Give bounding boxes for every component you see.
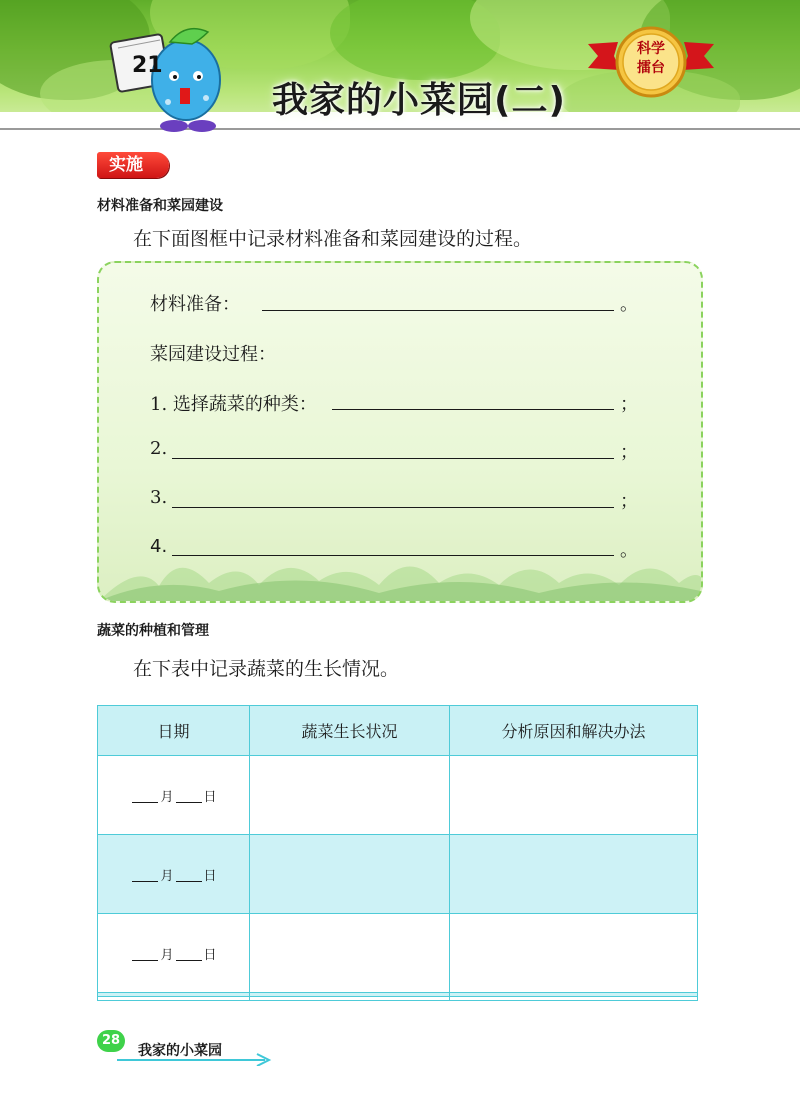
subheading-growth: 蔬菜的种植和管理 xyxy=(97,623,209,639)
day-char: 日 xyxy=(203,947,217,963)
materials-end: 。 xyxy=(620,294,638,315)
step1-end: ； xyxy=(620,394,638,415)
table-row xyxy=(98,835,698,914)
analysis-cell[interactable] xyxy=(450,914,698,993)
step4-blank[interactable] xyxy=(172,555,614,556)
date-cell[interactable] xyxy=(98,756,250,835)
growth-cell[interactable] xyxy=(250,835,450,914)
intro-materials: 在下面图框中记录材料准备和菜园建设的过程。 xyxy=(133,228,533,250)
growth-table xyxy=(97,705,698,1001)
header-date: 日期 xyxy=(98,706,250,756)
month-blank[interactable] xyxy=(132,881,158,882)
materials-blank[interactable] xyxy=(262,310,614,311)
step3-blank[interactable] xyxy=(172,507,614,508)
badge-line2: 擂台 xyxy=(637,60,665,76)
header-growth-status: 蔬菜生长状况 xyxy=(250,706,450,756)
analysis-cell[interactable] xyxy=(450,997,698,1001)
date-cell[interactable] xyxy=(98,835,250,914)
step4-label: 4. xyxy=(150,536,168,557)
growth-cell[interactable] xyxy=(250,997,450,1001)
table-header-row xyxy=(98,706,698,756)
process-label: 菜园建设过程： xyxy=(150,344,276,365)
step3-label: 3. xyxy=(150,487,168,508)
day-blank[interactable] xyxy=(176,881,202,882)
mascot-icon xyxy=(108,18,238,136)
badge-label xyxy=(620,40,682,78)
growth-cell[interactable] xyxy=(250,756,450,835)
table-row xyxy=(98,756,698,835)
day-blank[interactable] xyxy=(176,802,202,803)
month-char: 月 xyxy=(160,947,174,963)
growth-cell[interactable] xyxy=(250,914,450,993)
step2-label: 2. xyxy=(150,438,168,459)
badge-line1: 科学 xyxy=(637,41,665,57)
month-blank[interactable] xyxy=(132,960,158,961)
date-cell[interactable] xyxy=(98,997,250,1001)
analysis-cell[interactable] xyxy=(450,835,698,914)
header-analysis: 分析原因和解决办法 xyxy=(450,706,698,756)
day-blank[interactable] xyxy=(176,960,202,961)
arrow-right-icon xyxy=(97,1050,277,1066)
page-title: 我家的小菜园(二) xyxy=(272,80,566,121)
page-number: 28 xyxy=(97,1030,125,1052)
table-row xyxy=(98,997,698,1001)
grass-decoration xyxy=(99,541,701,601)
month-blank[interactable] xyxy=(132,802,158,803)
step1-label: 1. 选择蔬菜的种类： xyxy=(150,394,317,415)
month-char: 月 xyxy=(160,868,174,884)
intro-growth: 在下表中记录蔬菜的生长情况。 xyxy=(133,658,400,680)
day-char: 日 xyxy=(203,789,217,805)
day-char: 日 xyxy=(203,868,217,884)
step3-end: ； xyxy=(620,491,638,512)
step4-end: 。 xyxy=(620,540,638,561)
materials-label: 材料准备： xyxy=(150,294,240,315)
section-tag: 实施 xyxy=(97,152,169,178)
month-char: 月 xyxy=(160,789,174,805)
date-cell[interactable] xyxy=(98,914,250,993)
subheading-materials: 材料准备和菜园建设 xyxy=(97,198,223,214)
step1-blank[interactable] xyxy=(332,409,614,410)
analysis-cell[interactable] xyxy=(450,756,698,835)
step2-blank[interactable] xyxy=(172,458,614,459)
table-row xyxy=(98,914,698,993)
step2-end: ； xyxy=(620,442,638,463)
mascot-number: 21 xyxy=(132,53,163,78)
footer-title: 我家的小菜园 xyxy=(138,1043,222,1059)
